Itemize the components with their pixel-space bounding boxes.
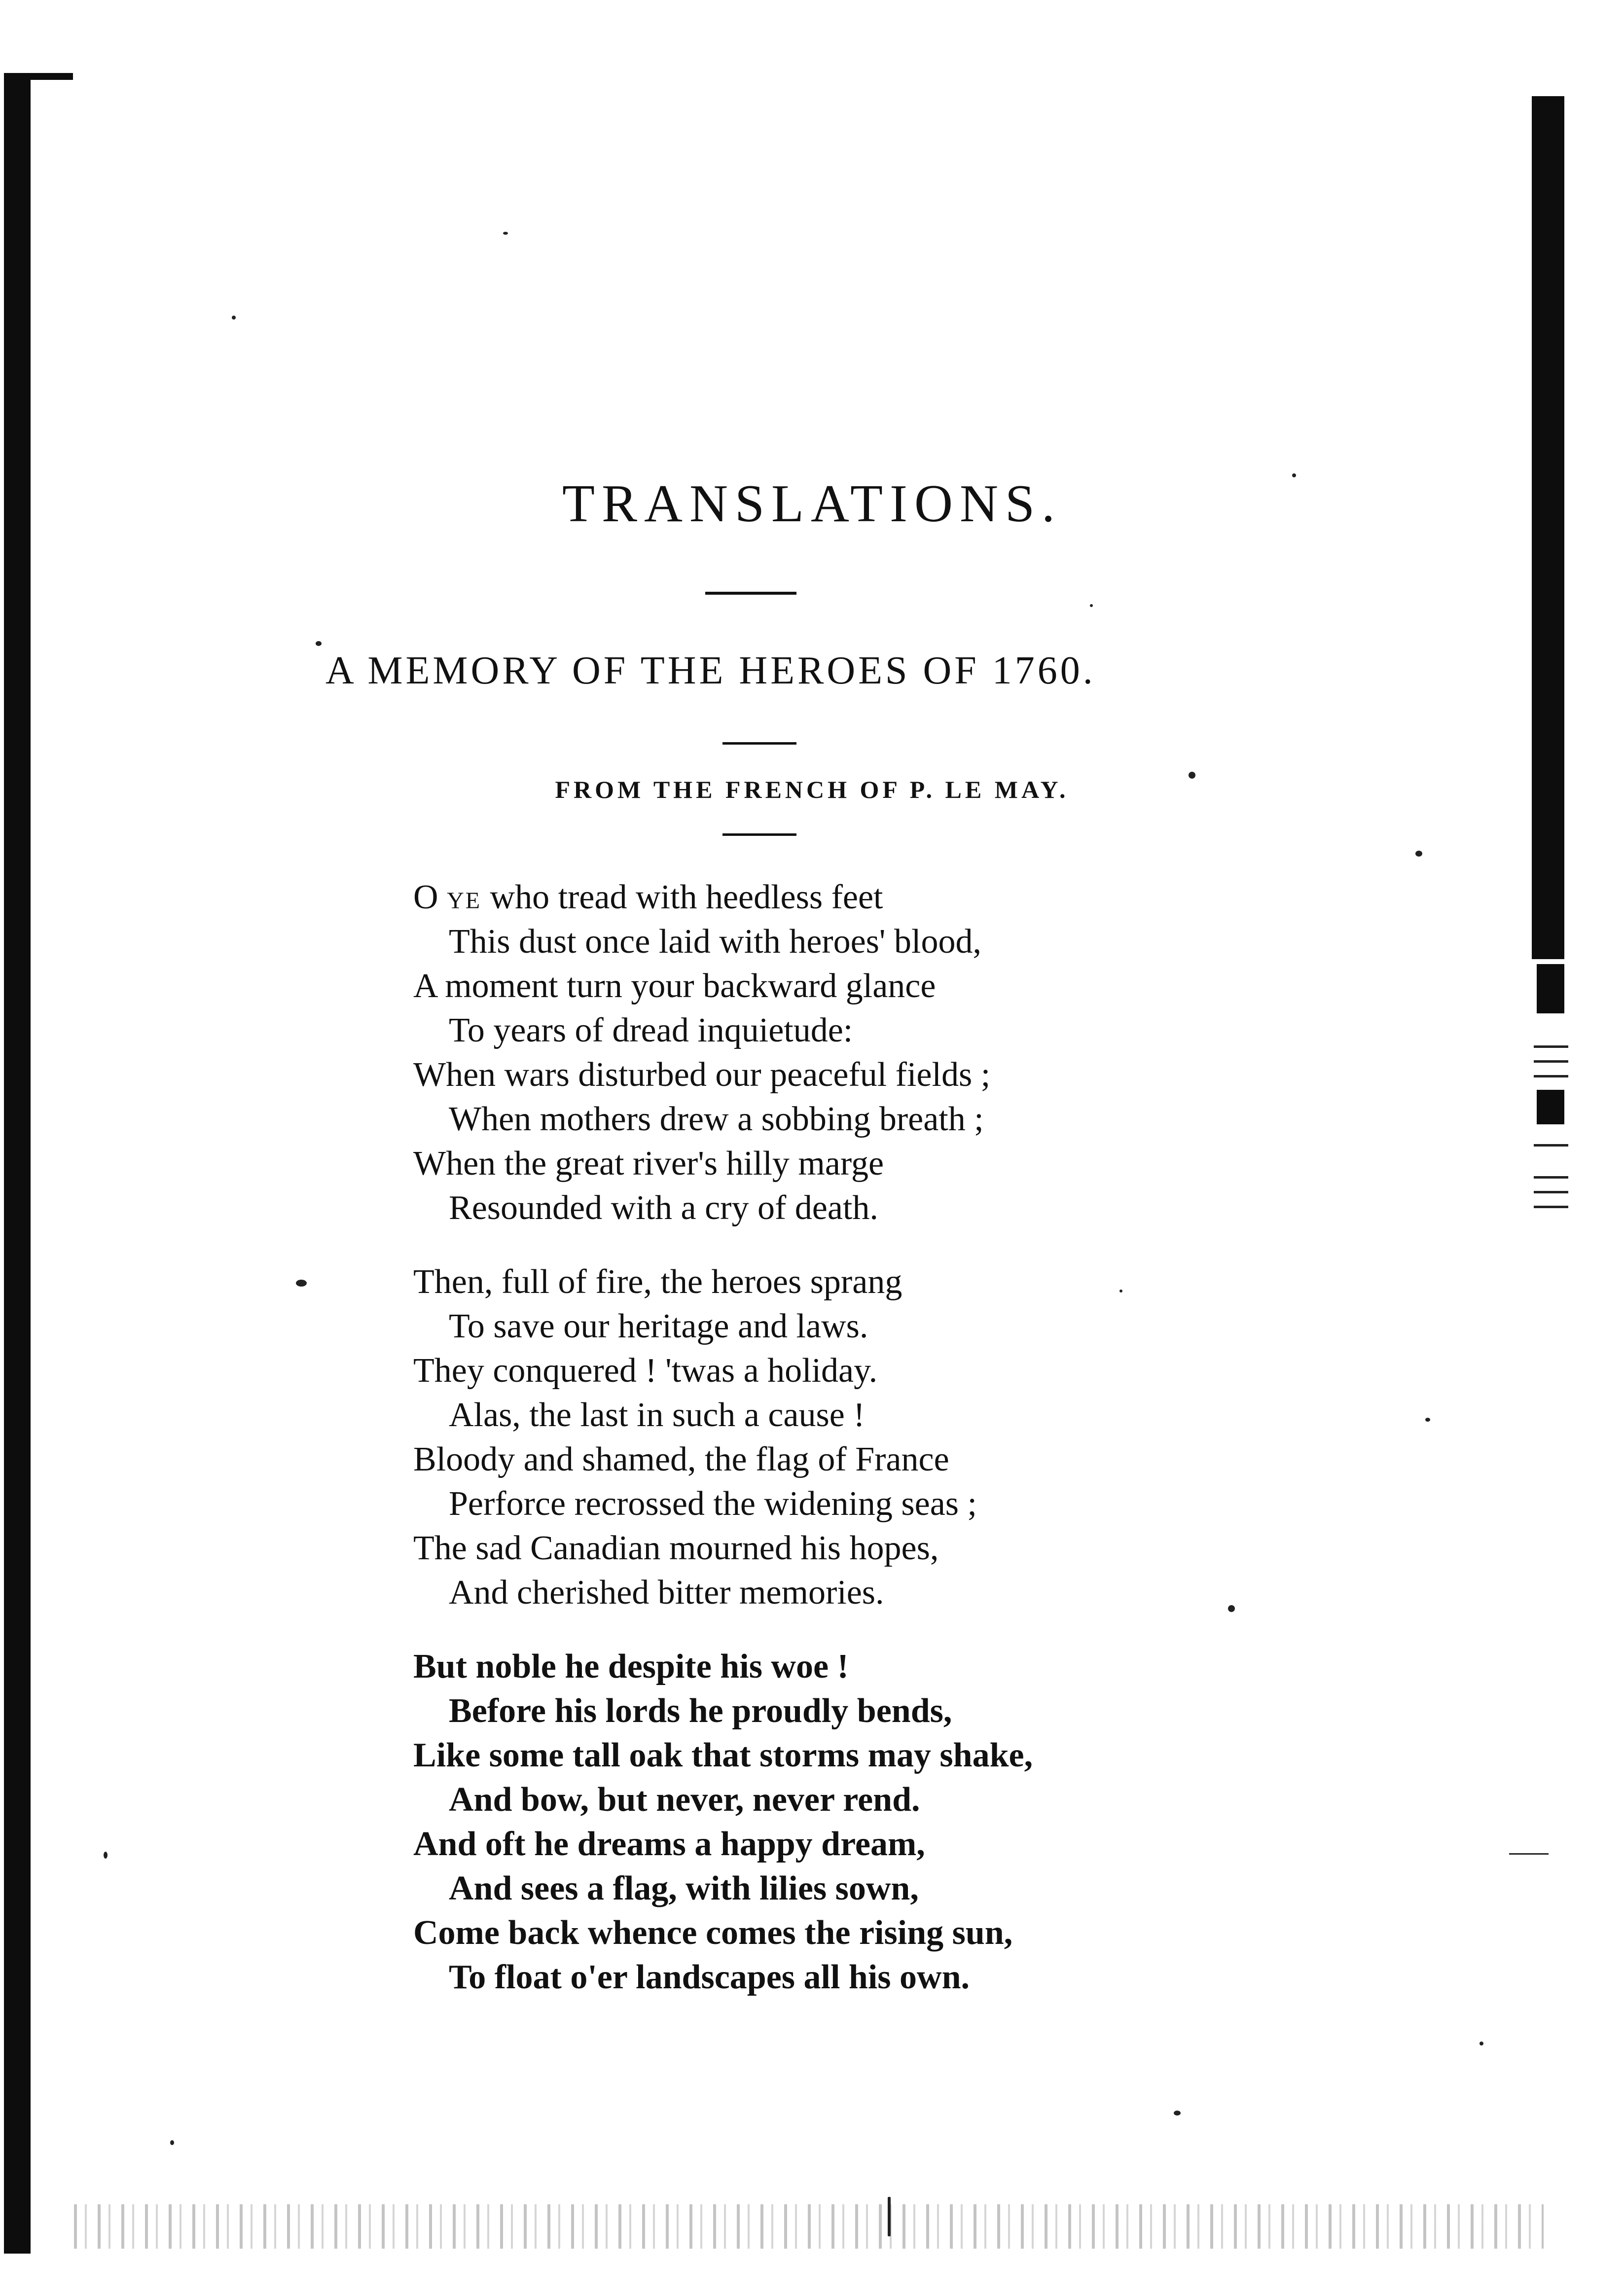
scan-mark-rule	[1534, 1045, 1568, 1048]
stanza-3	[413, 1645, 1033, 2000]
verse-line: But noble he despite his woe !	[413, 1648, 849, 1686]
scan-speck	[296, 1280, 307, 1287]
verse-smallcaps: YE	[447, 888, 482, 914]
scan-speck	[888, 2197, 891, 2236]
verse-line: Like some tall oak that storms may shake,	[413, 1736, 1033, 1774]
verse-line: They conquered ! 'twas a holiday.	[413, 1352, 878, 1390]
verse-line: When wars disturbed our peaceful fields ;	[413, 1056, 991, 1094]
scan-speck	[1228, 1605, 1235, 1612]
scan-mark-block	[1537, 1090, 1564, 1124]
verse-line: When the great river's hilly marge	[413, 1145, 884, 1183]
scan-speck	[1119, 1290, 1122, 1292]
scan-speck	[1480, 2042, 1483, 2045]
verse-line: Then, full of fire, the heroes sprang	[413, 1263, 902, 1301]
verse-line: And bow, but never, never rend.	[449, 1781, 920, 1819]
scan-mark-rule	[1534, 1075, 1568, 1077]
verse-line: And cherished bitter memories.	[449, 1574, 884, 1612]
scan-speck	[232, 316, 236, 320]
title-rule	[705, 592, 796, 595]
scan-mark-rule	[1534, 1144, 1568, 1147]
scan-speck	[1425, 1418, 1430, 1422]
scan-mark-block	[1537, 964, 1564, 1013]
verse-line	[413, 875, 990, 920]
scan-noise-bottom	[74, 2204, 1544, 2249]
scan-edge-left	[4, 74, 31, 2254]
scan-speck	[316, 641, 322, 646]
verse-line: And sees a flag, with lilies sown,	[449, 1869, 919, 1907]
attribution-rule	[722, 833, 796, 836]
scan-speck	[1415, 851, 1422, 857]
scan-mark-rule	[1534, 1176, 1568, 1179]
verse-initial: O	[413, 878, 438, 916]
scan-mark-rule	[1509, 1853, 1549, 1855]
verse-line: Resounded with a cry of death.	[449, 1189, 878, 1227]
scan-mark-rule	[1534, 1191, 1568, 1193]
verse-line: To float o'er landscapes all his own.	[449, 1958, 970, 1996]
scan-speck	[1174, 2111, 1181, 2116]
verse-line: This dust once laid with heroes' blood,	[449, 923, 981, 961]
verse-line: To years of dread inquietude:	[449, 1011, 853, 1049]
scan-speck	[170, 2140, 174, 2145]
verse-line: When mothers drew a sobbing breath ;	[449, 1100, 984, 1138]
poem-title: A MEMORY OF THE HEROES OF 1760.	[325, 649, 1096, 692]
verse-line: Alas, the last in such a cause !	[449, 1396, 865, 1434]
stanza-1	[413, 875, 990, 1230]
verse-line: A moment turn your backward glance	[413, 967, 936, 1005]
verse-line: Before his lords he proudly bends,	[449, 1692, 952, 1730]
scan-speck	[503, 232, 508, 235]
scan-mark-rule	[1534, 1206, 1568, 1208]
poem-title-rule	[722, 742, 796, 745]
verse-line: And oft he dreams a happy dream,	[413, 1825, 925, 1863]
verse-text: who tread with heedless feet	[481, 878, 883, 916]
verse-line: The sad Canadian mourned his hopes,	[413, 1529, 939, 1567]
scan-speck	[1090, 604, 1093, 607]
section-title: TRANSLATIONS.	[562, 474, 1062, 533]
scan-mark-rule	[1534, 1060, 1568, 1063]
attribution: FROM THE FRENCH OF P. LE MAY.	[555, 776, 1069, 803]
stanza-2	[413, 1260, 977, 1615]
verse-line: Perforce recrossed the widening seas ;	[449, 1485, 977, 1523]
verse-line: Bloody and shamed, the flag of France	[413, 1440, 949, 1478]
scan-speck	[104, 1852, 108, 1859]
verse-line: Come back whence comes the rising sun,	[413, 1914, 1013, 1952]
verse-line: To save our heritage and laws.	[449, 1307, 868, 1345]
